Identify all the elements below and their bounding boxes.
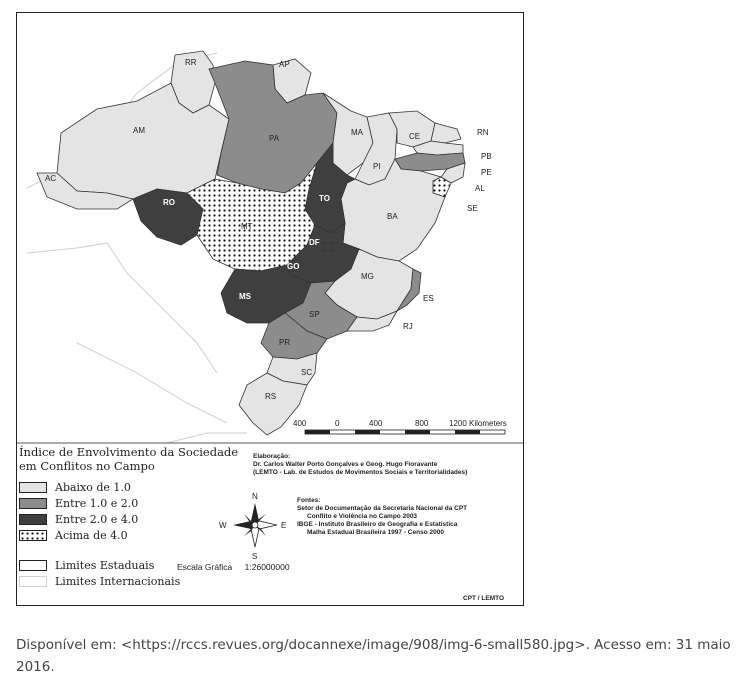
scale-tick-1: 0 bbox=[335, 419, 340, 428]
compass-w: W bbox=[219, 521, 227, 530]
state-label-MG: MG bbox=[361, 272, 374, 281]
state-label-SE: SE bbox=[467, 204, 478, 213]
state-label-RO: RO bbox=[163, 198, 175, 207]
swatch-low bbox=[19, 482, 47, 493]
legend-item-upper bbox=[19, 513, 138, 526]
credit-text: CPT / LEMTO bbox=[463, 595, 505, 602]
sources-line4: Malha Estadual Brasileira 1997 - Censo 2000 bbox=[307, 529, 444, 536]
legend-item-intl-limits bbox=[19, 575, 180, 588]
state-label-GO: GO bbox=[287, 262, 300, 271]
sources-block bbox=[297, 497, 467, 537]
sources-line2: Conflito e Violência no Campo 2003 bbox=[307, 513, 418, 520]
scale-value: 1:26000000 bbox=[244, 562, 290, 572]
compass-s: S bbox=[252, 552, 258, 561]
scale-tick-2: 400 bbox=[369, 419, 383, 428]
elaboration-line2: (LEMTO - Lab. de Estudos de Movimentos Sociais e Territorialidades) bbox=[253, 469, 468, 476]
legend-item-mid bbox=[19, 497, 138, 510]
legend-title bbox=[19, 445, 259, 473]
state-DF bbox=[323, 243, 333, 251]
elaboration-line1: Dr. Carlos Walter Porto Gonçalves e Geog. Hugo Fioravante bbox=[253, 461, 438, 468]
state-label-AC: AC bbox=[45, 174, 57, 183]
legend-item-low bbox=[19, 481, 131, 494]
compass-n: N bbox=[252, 492, 258, 501]
elaboration-block bbox=[253, 453, 467, 477]
state-label-CE: CE bbox=[409, 132, 421, 141]
legend-label-mid: Entre 1.0 e 2.0 bbox=[55, 497, 139, 510]
state-label-DF: DF bbox=[309, 238, 320, 247]
compass-e: E bbox=[281, 521, 287, 530]
state-label-BA: BA bbox=[387, 212, 398, 221]
scale-tick-3: 800 bbox=[415, 419, 429, 428]
scale-tick-4: 1200 Kilometers bbox=[449, 419, 507, 428]
state-label-AM: AM bbox=[133, 126, 145, 135]
state-label-MA: MA bbox=[351, 128, 363, 137]
scale-label: Escala Gráfica bbox=[177, 562, 233, 572]
figure-caption: Disponível em: <https://rccs.revues.org/docannexe/image/908/img-6-small580.jpg>. Acesso em: 31 maio 2016. bbox=[16, 637, 731, 675]
state-label-ES: ES bbox=[423, 294, 434, 303]
state-label-PA: PA bbox=[269, 134, 280, 143]
state-label-SP: SP bbox=[309, 310, 320, 319]
state-label-MT: MT bbox=[241, 222, 253, 231]
state-label-AP: AP bbox=[279, 60, 290, 69]
state-label-MS: MS bbox=[239, 292, 251, 301]
state-label-PI: PI bbox=[373, 162, 381, 171]
state-label-PE: PE bbox=[481, 168, 492, 177]
swatch-intl-limits bbox=[19, 576, 47, 587]
state-label-TO: TO bbox=[319, 194, 330, 203]
legend-label-high: Acima de 4.0 bbox=[55, 529, 128, 542]
legend-label-low: Abaixo de 1.0 bbox=[55, 481, 131, 494]
legend-label-intl-limits: Limites Internacionais bbox=[55, 575, 181, 588]
legend-label-upper: Entre 2.0 e 4.0 bbox=[55, 513, 139, 526]
state-label-SC: SC bbox=[301, 368, 313, 377]
scale-tick-0: 400 bbox=[293, 419, 307, 428]
legend-item-state-limits bbox=[19, 559, 154, 572]
swatch-upper bbox=[19, 514, 47, 525]
legend-item-high bbox=[19, 529, 128, 542]
state-label-PB: PB bbox=[481, 152, 492, 161]
map-figure bbox=[16, 12, 524, 606]
swatch-state-limits bbox=[19, 560, 47, 571]
state-label-RJ: RJ bbox=[403, 322, 413, 331]
elaboration-title: Elaboração: bbox=[253, 453, 291, 460]
sources-line1: Setor de Documentação da Secretaria Nacional da CPT bbox=[297, 505, 468, 512]
legend-title-line2: em Conflitos no Campo bbox=[19, 459, 155, 473]
sources-title: Fontes: bbox=[297, 497, 321, 504]
state-label-AL: AL bbox=[475, 184, 485, 193]
scale-block bbox=[177, 563, 290, 571]
state-label-RN: RN bbox=[477, 128, 489, 137]
state-label-RS: RS bbox=[265, 392, 277, 401]
compass-rose-icon bbox=[219, 492, 286, 561]
sources-line3: IBGE - Instituto Brasileiro de Geografia e Estatística bbox=[297, 521, 458, 528]
state-label-PR: PR bbox=[279, 338, 291, 347]
swatch-high bbox=[19, 530, 47, 541]
swatch-mid bbox=[19, 498, 47, 509]
legend-label-state-limits: Limites Estaduais bbox=[55, 559, 155, 572]
state-label-RR: RR bbox=[185, 58, 197, 67]
legend-title-line1: Índice de Envolvimento da Sociedade bbox=[19, 445, 239, 459]
